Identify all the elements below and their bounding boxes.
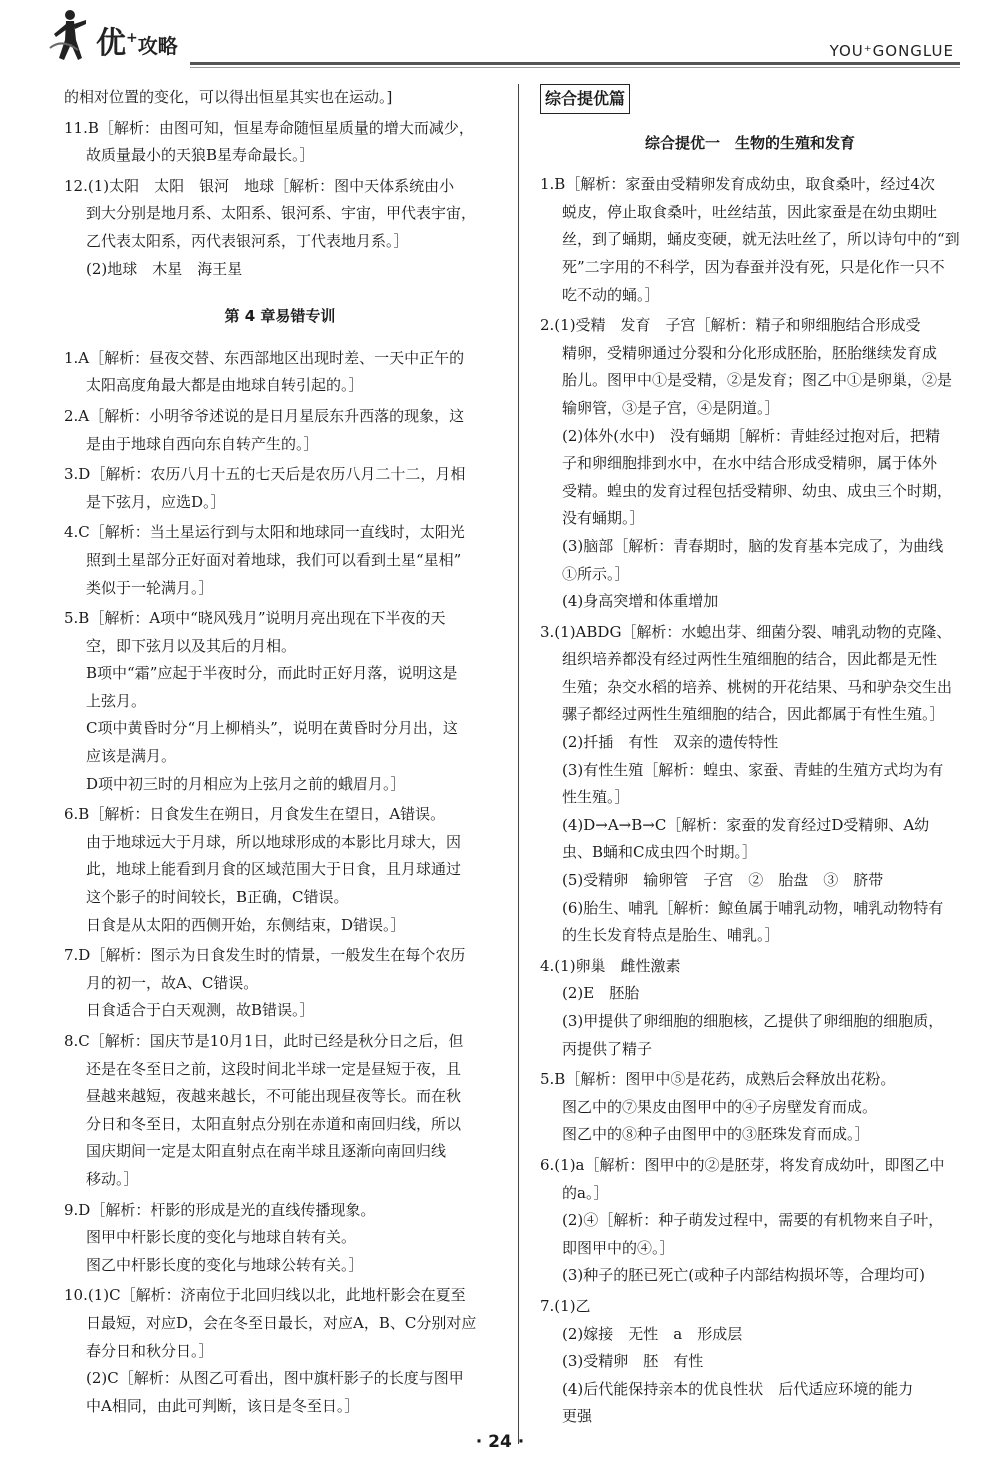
header-rule: [190, 62, 960, 65]
page-number: · 24 ·: [475, 1432, 525, 1452]
text-line: (3)甲提供了卵细胞的细胞核，乙提供了卵细胞的细胞质，: [562, 1012, 944, 1030]
text-line: (3)脑部［解析：青春期时，脑的发育基本完成了，为曲线: [562, 536, 944, 555]
text-line: 的相对位置的变化，可以得出恒星其实也在运动。]: [64, 88, 393, 106]
text-line: (5)受精卵 输卵管 子宫 ② 胎盘 ③ 脐带: [562, 871, 884, 890]
boxed-section-title: 综合提优篇: [540, 84, 630, 114]
text-line: 即图甲中的④。］: [562, 1238, 675, 1257]
text-line: (2)E 胚胎: [562, 984, 640, 1003]
text-line: 月的初一，故A、C错误。: [86, 973, 259, 992]
text-line: 昼越来越短，夜越来越长，不可能出现昼夜等长。而在秋: [86, 1087, 462, 1106]
text-line: 输卵管，③是子宫，④是阴道。］: [562, 398, 780, 417]
text-line: 4.C［解析：当土星运行到与太阳和地球同一直线时，太阳光: [64, 523, 465, 542]
text-line: (4)D→A→B→C［解析：家蚕的发育经过D受精卵、A幼: [562, 815, 930, 834]
text-line: 8.C［解析：国庆节是10月1日，此时已经是秋分日之后，但: [64, 1032, 464, 1050]
text-line: D项中初三时的月相应为上弦月之前的蛾眉月。］: [86, 774, 406, 793]
text-line: (3)受精卵 胚 有性: [562, 1352, 704, 1371]
text-line: 没有蛹期。］: [562, 509, 645, 528]
brand-text: YOU⁺GONGLUE: [829, 42, 954, 60]
text-line: 7.D［解析：图示为日食发生时的情景，一般发生在每个农历: [64, 946, 466, 965]
answer-2: [64, 403, 496, 458]
text-line: 1.A［解析：昼夜交替、东西部地区出现时差、一天中正午的: [64, 348, 465, 367]
text-line: 日食是从太阳的西侧开始，东侧结束，D错误。］: [86, 915, 406, 934]
answer-r2: [540, 312, 960, 616]
text-line: 子和卵细胞排到水中，在水中结合形成受精卵，属于体外: [562, 454, 938, 473]
text-line: 到大分别是地月系、太阳系、银河系、宇宙，甲代表宇宙，: [86, 204, 477, 223]
text-line: (2)体外(水中) 没有蛹期［解析：青蛙经过抱对后，把精: [562, 426, 940, 445]
text-line: 6.B［解析：日食发生在朔日，月食发生在望日，A错误。: [64, 805, 446, 824]
text-line: 故质量最小的天狼B星寿命最长。］: [86, 146, 315, 165]
text-line: 照到土星部分正好面对着地球，我们可以看到土星“星相”: [86, 550, 462, 569]
answer-9: [64, 1197, 496, 1280]
answer-12: [64, 173, 496, 283]
left-column: [64, 84, 496, 1423]
text-line: 10.(1)C［解析：济南位于北回归线以北，此地杆影会在夏至: [64, 1286, 466, 1305]
answer-5: [64, 605, 496, 798]
header-rule-thin: [190, 67, 960, 68]
text-line: 5.B［解析：图甲中⑤是花药，成熟后会释放出花粉。: [540, 1070, 896, 1089]
right-column: [540, 84, 960, 1434]
text-line: 组织培养都没有经过两性生殖细胞的结合，因此都是无性: [562, 650, 938, 669]
text-line: 2.A［解析：小明爷爷述说的是日月星辰东升西落的现象，这: [64, 406, 465, 425]
text-line: 太阳高度角最大都是由地球自转引起的。］: [86, 376, 364, 395]
text-line: 春分日和秋分日。］: [86, 1341, 214, 1360]
text-line: 的a。］: [562, 1183, 609, 1202]
text-line: (3)种子的胚已死亡(或种子内部结构损坏等，合理均可): [562, 1266, 925, 1285]
text-line: 日食适合于白天观测，故B错误。］: [86, 1001, 315, 1020]
text-line: 分日和冬至日，太阳直射点分别在赤道和南回归线，所以: [86, 1114, 462, 1133]
answer-7: [64, 942, 496, 1025]
answer-r7: [540, 1293, 960, 1431]
answer-continued: [64, 84, 496, 112]
text-line: 7.(1)乙: [540, 1296, 591, 1315]
text-line: 图乙中杆影长度的变化与地球公转有关。］: [86, 1255, 364, 1274]
text-line: 12.(1)太阳 太阳 银河 地球［解析：图中天体系统由小: [64, 176, 455, 195]
text-line: C项中黄昏时分“月上柳梢头”，说明在黄昏时分月出，这: [86, 719, 458, 738]
text-line: 虫、B蛹和C成虫四个时期。］: [562, 843, 758, 862]
text-line: 受精。蝗虫的发育过程包括受精卵、幼虫、成虫三个时期，: [562, 481, 953, 500]
answer-3: [64, 461, 496, 516]
answer-4: [64, 519, 496, 602]
answer-6: [64, 801, 496, 939]
logo-sub: 攻略: [137, 34, 178, 58]
answer-r1: [540, 171, 960, 309]
answer-r5: [540, 1066, 960, 1149]
text-line: 类似于一轮满月。］: [86, 578, 214, 597]
text-line: 还是在冬至日之前，这段时间北半球一定是昼短于夜，且: [86, 1059, 462, 1078]
text-line: 丙提供了精子: [562, 1039, 653, 1058]
text-line: (2)扦插 有性 双亲的遗传特性: [562, 733, 779, 752]
section-title: 第 4 章易错专训: [224, 307, 336, 326]
text-line: 乙代表太阳系，丙代表银河系，丁代表地月系。］: [86, 231, 409, 250]
text-line: 国庆期间一定是太阳直射点在南半球且逐渐向南回归线: [86, 1142, 447, 1161]
text-line: 5.B［解析：A项中“晓风残月”说明月亮出现在下半夜的天: [64, 609, 446, 628]
answer-11: [64, 115, 496, 170]
text-line: 6.(1)a［解析：图甲中的②是胚芽，将发育成幼叶，即图乙中: [540, 1155, 945, 1174]
text-line: ①所示。］: [562, 564, 630, 583]
subsection-title: 综合提优一 生物的生殖和发育: [644, 133, 855, 152]
text-line: 的生长发育特点是胎生、哺乳。］: [562, 926, 780, 945]
text-line: (2)嫁接 无性 a 形成层: [562, 1324, 743, 1343]
text-line: 骡子都经过两性生殖细胞的结合，因此都属于有性生殖。］: [562, 705, 945, 724]
text-line: 3.(1)ABDG［解析：水螅出芽、细菌分裂、哺乳动物的克隆、: [540, 622, 952, 641]
text-line: (2)C［解析：从图乙可看出，图中旗杆影子的长度与图甲: [86, 1369, 464, 1388]
text-line: 生殖；杂交水稻的培养、桃树的开花结果、马和驴杂交生出: [562, 677, 953, 696]
text-line: 2.(1)受精 发育 子宫［解析：精子和卵细胞结合形成受: [540, 316, 921, 335]
answer-r4: [540, 953, 960, 1063]
text-line: 吃不动的蛹。］: [562, 285, 660, 304]
text-line: 移动。］: [86, 1169, 139, 1188]
text-line: 3.D［解析：农历八月十五的七天后是农历八月二十二，月相: [64, 465, 466, 484]
text-line: (3)有性生殖［解析：蝗虫、家蚕、青蛙的生殖方式均为有: [562, 760, 944, 779]
text-line: 4.(1)卵巢 雌性激素: [540, 956, 681, 975]
text-line: (6)胎生、哺乳［解析：鲸鱼属于哺乳动物，哺乳动物特有: [562, 898, 944, 917]
answer-10: [64, 1282, 496, 1420]
text-line: (4)身高突增和体重增加: [562, 592, 719, 611]
text-line: 中A相同，由此可判断，该日是冬至日。］: [86, 1396, 360, 1415]
text-line: 9.D［解析：杆影的形成是光的直线传播现象。: [64, 1200, 376, 1219]
text-line: (4)后代能保持亲本的优良性状 后代适应环境的能力: [562, 1379, 914, 1398]
text-line: 丝，到了蛹期，蛹皮变硬，就无法吐丝了，所以诗句中的“到: [562, 230, 960, 249]
logo-plus: +: [126, 30, 138, 46]
text-line: 性生殖。］: [562, 788, 630, 807]
logo-text: [96, 18, 178, 62]
text-line: 图乙中的⑧种子由图甲中的③胚珠发育而成。］: [562, 1125, 870, 1144]
text-line: (2)地球 木星 海王星: [86, 259, 243, 278]
text-line: 日最短，对应D，会在冬至日最长，对应A，B、C分别对应: [86, 1313, 477, 1332]
text-line: 图甲中杆影长度的变化与地球自转有关。: [86, 1228, 357, 1247]
text-line: 精卵，受精卵通过分裂和分化形成胚胎，胚胎继续发育成: [562, 343, 938, 362]
text-line: 应该是满月。: [86, 747, 177, 766]
answer-8: [64, 1028, 496, 1194]
text-line: 图乙中的⑦果皮由图甲中的④子房壁发育而成。: [562, 1097, 878, 1116]
logo-main: 优: [96, 26, 126, 61]
answer-r6: [540, 1152, 960, 1290]
column-divider: [518, 84, 519, 1444]
text-line: 此，地球上能看到月食的区域范围大于日食，且月球通过: [86, 860, 462, 879]
text-line: 胎儿。图甲中①是受精，②是发育；图乙中①是卵巢，②是: [562, 371, 953, 390]
text-line: 是由于地球自西向东自转产生的。］: [86, 434, 319, 453]
text-line: 死”二字用的不科学，因为春蚕并没有死，只是化作一只不: [562, 257, 945, 276]
page-header: [0, 0, 1000, 78]
text-line: 上弦月。: [86, 691, 147, 710]
text-line: 更强: [562, 1407, 593, 1426]
text-line: 由于地球远大于月球，所以地球形成的本影比月球大，因: [86, 832, 462, 851]
runner-logo-icon: [48, 8, 88, 74]
text-line: B项中“霜”应起于半夜时分，而此时正好月落，说明这是: [86, 664, 458, 683]
text-line: 1.B［解析：家蚕由受精卵发育成幼虫，取食桑叶，经过4次: [540, 175, 935, 194]
text-line: 11.B［解析：由图可知，恒星寿命随恒星质量的增大而减少，: [64, 118, 474, 137]
text-line: 蜕皮，停止取食桑叶，吐丝结茧，因此家蚕是在幼虫期吐: [562, 202, 938, 221]
text-line: 这个影子的时间较长，B正确，C错误。: [86, 888, 349, 907]
text-line: 是下弦月，应选D。］: [86, 492, 226, 511]
answer-1: [64, 345, 496, 400]
text-line: 空，即下弦月以及其后的月相。: [86, 636, 297, 655]
answer-r3: [540, 619, 960, 950]
text-line: (2)④［解析：种子萌发过程中，需要的有机物来自子叶，: [562, 1211, 944, 1230]
